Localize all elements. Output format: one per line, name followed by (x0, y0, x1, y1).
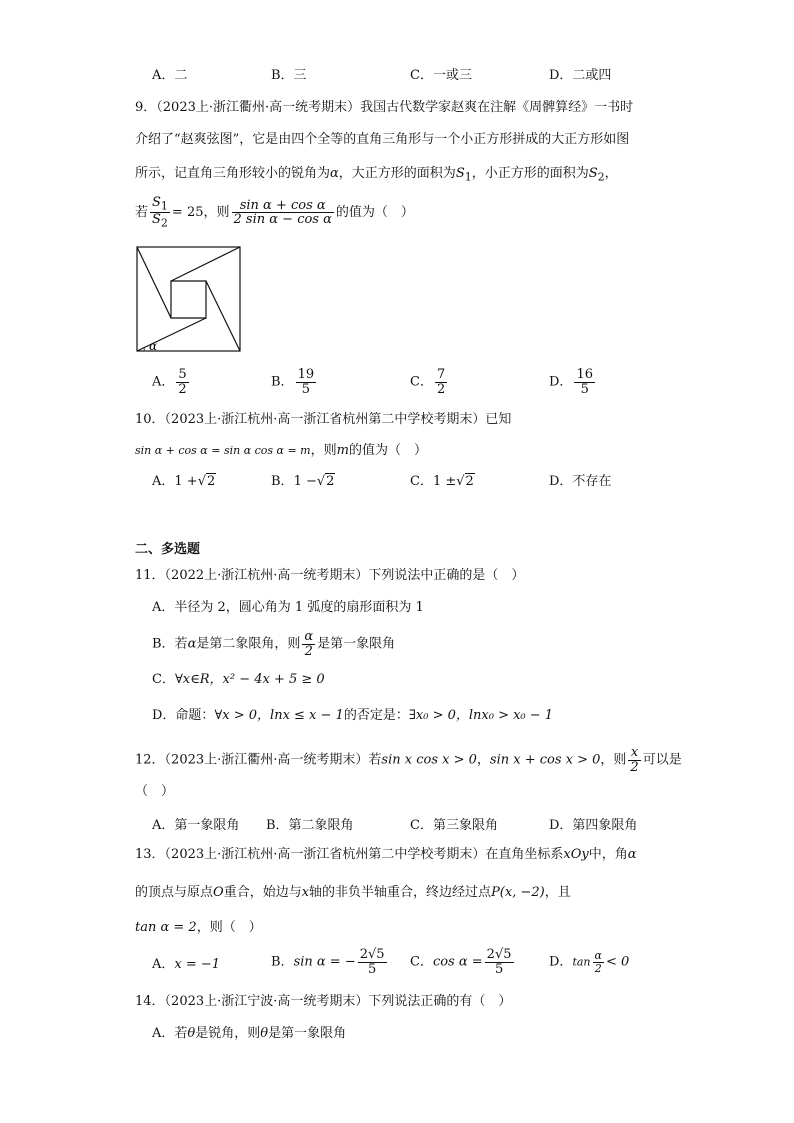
q9-option-d: D． $\frac{16}{5}$ (549, 367, 593, 397)
q9-line4 (135, 196, 414, 229)
q11-option-a: A．半径为 2，圆心角为 1 弧度的扇形面积为 1 (152, 600, 424, 615)
q9-option-a: A． $\frac{5}{2}$ (152, 367, 187, 397)
q10-option-c: C．1 ±√2 (410, 474, 474, 489)
prev-option-b: B．三 (271, 68, 307, 83)
q9-option-c: C． $\frac{7}{2}$ (410, 367, 446, 397)
q9-text: 我国古代数学家赵爽在注解《周髀算经》一书时 (360, 100, 634, 115)
q9-then: ，则 (203, 205, 230, 221)
big-square (137, 247, 240, 351)
q9-if: 若 (135, 205, 149, 221)
q10-option-a: A．1 +√2 (152, 474, 216, 489)
q10-text: 已知 (485, 412, 512, 427)
q12-cond1: sin x cos x > 0 (381, 752, 477, 768)
q10-equation: sin α + cos α = sin α cos α = m (135, 444, 311, 457)
q12-cond2: sin x + cos x > 0 (489, 752, 601, 768)
q14-source: （2023上·浙江宁波·高一统考期末） (164, 994, 369, 1009)
q9-ratio-eq: = 25 (171, 205, 204, 221)
q14-line1 (135, 994, 511, 1010)
q9-line2: 介绍了“赵爽弦图”，它是由四个全等的直角三角形与一个小正方形拼成的大正方形如图 (135, 132, 630, 147)
q10-number: 10． (135, 412, 165, 427)
q11-option-d: D．命题：∀x > 0，lnx ≤ x − 1的否定是：∃x₀ > 0，lnx₀ > x₀ − 1 (152, 708, 554, 723)
q12-option-c: C．第三象限角 (410, 818, 498, 833)
prev-option-d: D．二或四 (549, 68, 612, 83)
zhao-shuang-figure (136, 246, 242, 354)
q12-option-b: B．第二象限角 (266, 818, 354, 833)
q9-expr-fraction: $\frac{\text{sin α + cos α}}{\text{2 sin α − cos α}}$ (233, 197, 332, 228)
q9-line3-a: 所示，记直角三角形较小的锐角为 (135, 166, 331, 181)
q9-number: 9． (135, 100, 157, 115)
q10-line2: sin α + cos α = sin α cos α = m，则m的值为（ ） (135, 443, 427, 458)
q13-option-c: C．cos α = $\frac{2√5}{5}$ (410, 947, 512, 977)
q13-line1: 13．（2023上·浙江杭州·高一浙江省杭州第二中学校考期末）在直角坐标系xOy中，角α (135, 847, 637, 862)
triangle-leg-4 (137, 247, 171, 318)
q13-line2: 的顶点与原点O重合，始边与x轴的非负半轴重合，终边经过点P(x, −2)，且 (135, 885, 571, 900)
q9-line3-c: ，小正方形的面积为 (471, 166, 589, 181)
q9-s2-sub: 2 (597, 170, 605, 184)
q9-line3-b: ，大正方形的面积为 (338, 166, 456, 181)
q9-source: （2023上·浙江衢州·高一统考期末） (156, 100, 361, 115)
q9-s2: S (588, 166, 598, 181)
q11-option-b: B．若α是第二象限角，则 $\frac{\alpha}{2}$ 是第一象限角 (152, 629, 396, 659)
section-heading-multiple-choice: 二、多选题 (135, 542, 201, 557)
q13-option-a: A．x = −1 (152, 957, 221, 972)
q12-line1: 12．（2023上·浙江衢州·高一统考期末）若sin x cos x > 0，sin x + cos x > 0，则 $\frac{x}{2}$ 可以是 (135, 745, 682, 775)
q9-ratio-fraction: $\frac{S_1}{S_2}$ (152, 195, 168, 230)
prev-option-c: C．一或三 (410, 68, 472, 83)
q11-option-c: C．∀x∈R，x² − 4x + 5 ≥ 0 (152, 672, 325, 687)
q10-source: （2023上·浙江杭州·高一浙江省杭州第二中学校考期末） (164, 412, 486, 427)
q10-option-b: B．1 −√2 (271, 474, 335, 489)
q10-m: m (336, 443, 349, 458)
q13-number: 13． (135, 847, 165, 862)
q12-option-d: D．第四象限角 (549, 818, 638, 833)
q9-line3 (135, 166, 618, 184)
q12-source: （2023上·浙江衢州·高一统考期末） (164, 752, 369, 768)
q11-stem: 下列说法中正确的是（ ） (368, 568, 525, 583)
q14-option-a: A．若θ是锐角，则θ是第一象限角 (152, 1026, 347, 1041)
q9-alpha: α (330, 166, 339, 181)
q9-option-b: B． $\frac{19}{5}$ (271, 367, 315, 397)
q14-stem: 下列说法正确的有（ ） (368, 994, 512, 1009)
q13-option-d: D．tan $\frac{\alpha}{2}$ < 0 (549, 949, 630, 975)
q12-number: 12． (135, 752, 165, 768)
triangle-leg-1 (137, 318, 206, 351)
q9-s1: S (455, 166, 465, 181)
q11-source: （2022上·浙江杭州·高一统考期末） (164, 568, 369, 583)
q13-line3: tan α = 2，则（ ） (135, 920, 262, 935)
q9-value-of: 的值为（ ） (335, 205, 414, 221)
q9-line1 (135, 100, 633, 116)
q11-line1 (135, 568, 524, 584)
q9-line3-d: ， (604, 166, 618, 181)
q11-number: 11． (135, 568, 165, 583)
small-square (171, 281, 206, 318)
q12-paren: （ ） (135, 784, 175, 799)
q9-s1-sub: 1 (464, 170, 472, 184)
q10-line1 (135, 412, 511, 428)
triangle-leg-2 (206, 281, 240, 351)
q13-source: （2023上·浙江杭州·高一浙江省杭州第二中学校考期末） (164, 847, 486, 862)
q12-option-a: A．第一象限角 (152, 818, 240, 833)
q14-number: 14． (135, 994, 165, 1009)
prev-option-a: A．二 (152, 68, 188, 83)
q10-option-d: D．不存在 (549, 474, 612, 489)
figure-alpha-label: α (149, 339, 158, 353)
triangle-leg-3 (171, 247, 240, 281)
q13-option-b: B．sin α = − $\frac{2√5}{5}$ (271, 947, 385, 977)
